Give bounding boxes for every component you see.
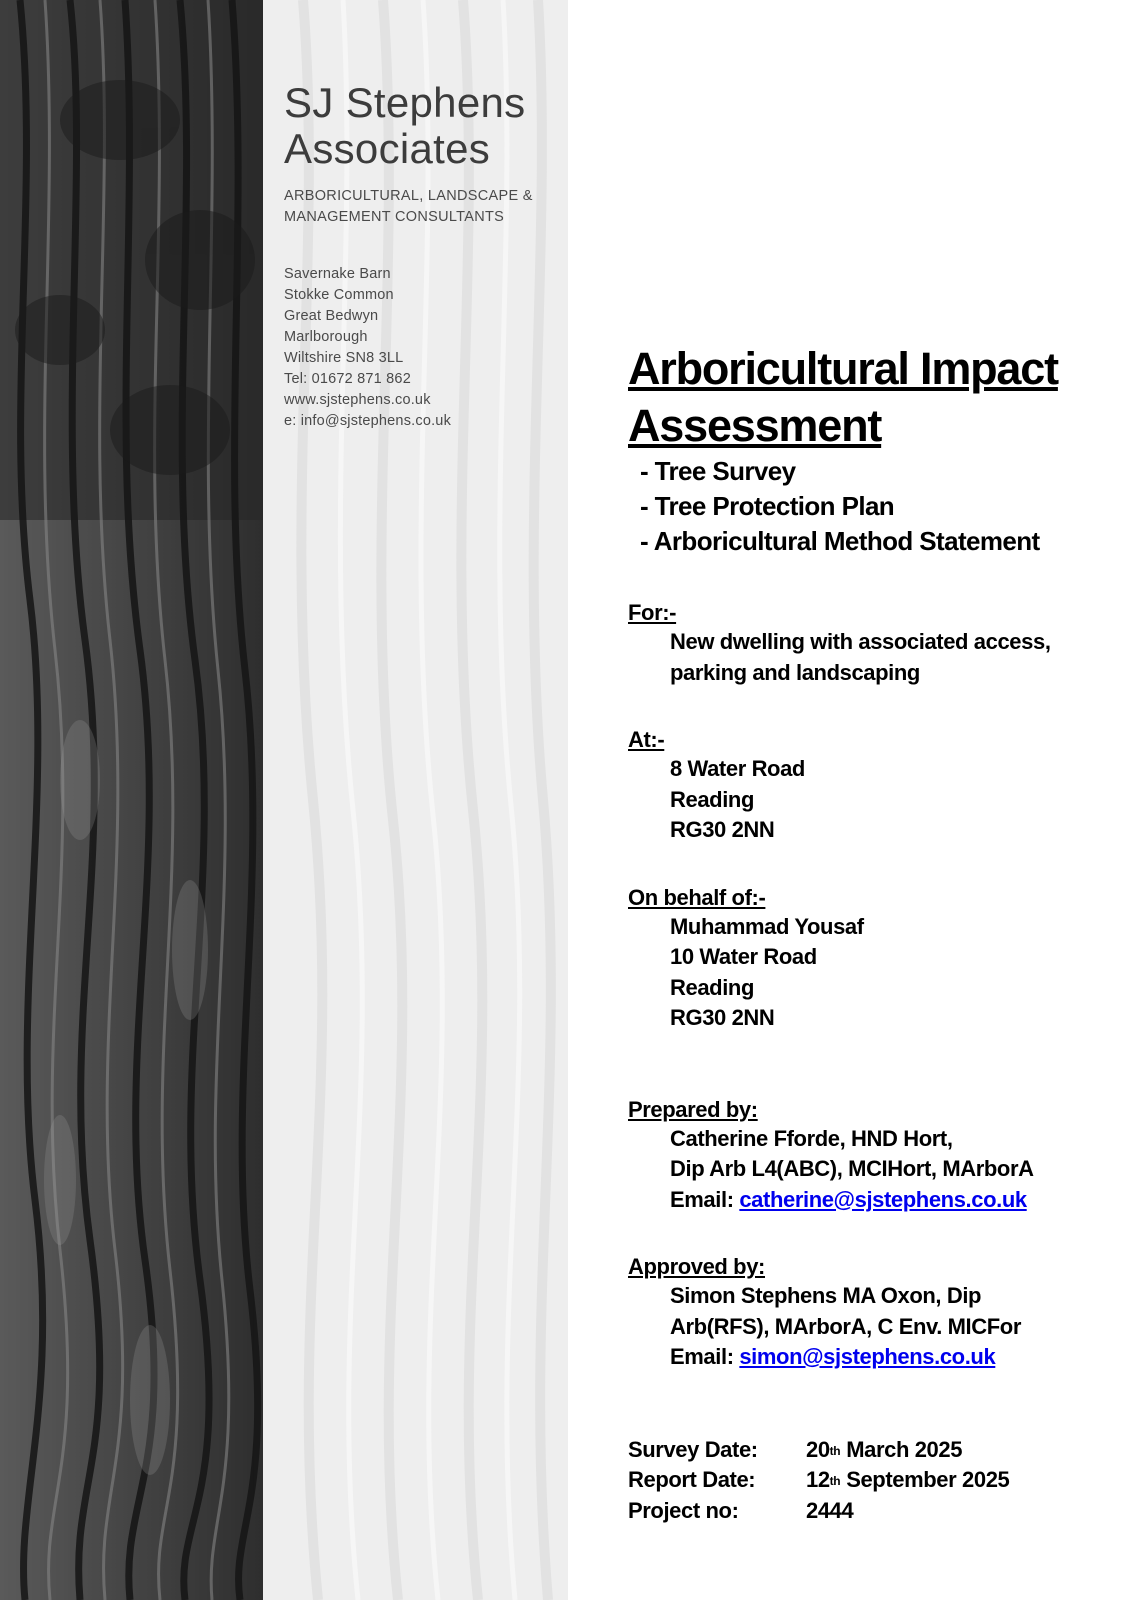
- section-heading: At:-: [628, 727, 665, 752]
- address-line: Savernake Barn: [284, 266, 391, 282]
- body-line: Arb(RFS), MArborA, C Env. MICFor: [670, 1313, 1021, 1339]
- report-date-row: [628, 1465, 1108, 1496]
- project-no-value: 2444: [806, 1497, 854, 1523]
- report-day: 12: [806, 1467, 830, 1492]
- report-date-label: Report Date:: [628, 1467, 756, 1492]
- firm-name: [284, 80, 564, 172]
- section-heading: Prepared by:: [628, 1096, 758, 1122]
- report-title-line2: Assessment: [628, 400, 882, 451]
- body-line: New dwelling with associated access,: [670, 629, 1051, 654]
- report-scope-list: [628, 454, 1108, 559]
- approver-email-link[interactable]: simon@sjstephens.co.uk: [739, 1344, 996, 1369]
- section-body: [628, 627, 1108, 688]
- scope-item: - Arboricultural Method Statement: [640, 526, 1040, 556]
- survey-date-label: Survey Date:: [628, 1436, 758, 1462]
- report-title: [628, 340, 1108, 454]
- report-title-line1: Arboricultural Impact: [628, 343, 1058, 394]
- firm-email: e: info@sjstephens.co.uk: [284, 413, 452, 429]
- body-line: Dip Arb L4(ABC), MCIHort, MArborA: [670, 1156, 1034, 1181]
- project-no-row: [628, 1496, 1108, 1527]
- body-line: RG30 2NN: [670, 1005, 775, 1030]
- survey-date-value: [806, 1435, 962, 1466]
- project-no-label: Project no:: [628, 1497, 739, 1523]
- section-heading: Approved by:: [628, 1254, 765, 1279]
- survey-date-row: [628, 1435, 1108, 1466]
- bark-photo: [0, 0, 263, 1600]
- section-body: [628, 1124, 1108, 1216]
- section-body: [628, 912, 1108, 1034]
- body-line: Muhammad Yousaf: [670, 913, 864, 939]
- firm-name-line1: SJ Stephens: [284, 79, 526, 126]
- section-for: [628, 599, 1108, 688]
- body-line: Catherine Fforde, HND Hort,: [670, 1125, 953, 1151]
- body-line: 8 Water Road: [670, 756, 805, 781]
- firm-tagline-line1: ARBORICULTURAL, LANDSCAPE &: [284, 188, 533, 204]
- firm-address: [284, 264, 564, 432]
- section-body: [628, 1281, 1108, 1373]
- firm-letterhead: [284, 80, 564, 432]
- section-approved-by: [628, 1253, 1108, 1373]
- email-line: [670, 1342, 1108, 1373]
- report-cover: [628, 340, 1108, 1526]
- email-label: Email:: [670, 1344, 740, 1369]
- body-line: Simon Stephens MA Oxon, Dip: [670, 1283, 982, 1308]
- firm-name-line2: Associates: [284, 125, 491, 172]
- firm-web: www.sjstephens.co.uk: [284, 392, 431, 408]
- report-day-suffix: th: [829, 1474, 841, 1488]
- survey-day: 20: [806, 1436, 830, 1462]
- address-line: Stokke Common: [284, 287, 394, 303]
- body-line: Reading: [670, 786, 754, 812]
- section-on-behalf-of: [628, 884, 1108, 1034]
- survey-day-suffix: th: [829, 1443, 841, 1458]
- report-date-value: [806, 1465, 1009, 1496]
- report-dates: [628, 1435, 1108, 1527]
- survey-month-year: March 2025: [846, 1436, 963, 1462]
- scope-item: - Tree Survey: [640, 456, 796, 486]
- firm-tel: Tel: 01672 871 862: [284, 371, 411, 387]
- email-label: Email:: [670, 1186, 740, 1212]
- report-month-year: September 2025: [846, 1467, 1010, 1492]
- body-line: 10 Water Road: [670, 944, 817, 969]
- firm-tagline-line2: MANAGEMENT CONSULTANTS: [284, 209, 505, 225]
- address-line: Marlborough: [284, 329, 368, 345]
- body-line: parking and landscaping: [670, 659, 920, 685]
- section-heading: On behalf of:-: [628, 884, 766, 910]
- firm-tagline: [284, 186, 564, 228]
- body-line: Reading: [670, 974, 754, 1000]
- address-line: Wiltshire SN8 3LL: [284, 350, 404, 366]
- preparer-email-link[interactable]: catherine@sjstephens.co.uk: [739, 1186, 1027, 1212]
- body-line: RG30 2NN: [670, 817, 775, 842]
- section-at: [628, 726, 1108, 846]
- section-prepared-by: [628, 1096, 1108, 1216]
- email-line: [670, 1185, 1108, 1216]
- address-line: Great Bedwyn: [284, 308, 379, 324]
- section-heading: For:-: [628, 600, 677, 625]
- scope-item: - Tree Protection Plan: [640, 491, 895, 521]
- section-body: [628, 754, 1108, 846]
